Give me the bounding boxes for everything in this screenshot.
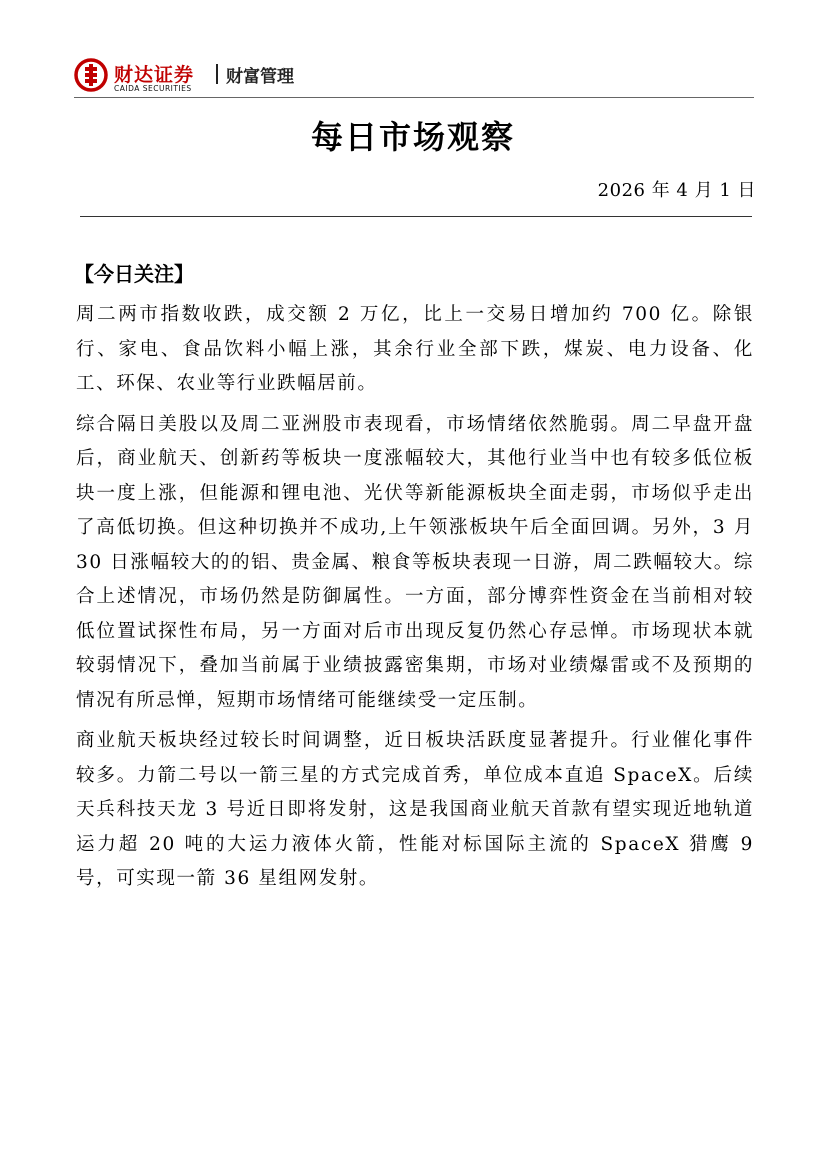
company-name: 财达证券 bbox=[114, 64, 195, 86]
report-date: 2026 年 4 月 1 日 bbox=[597, 180, 756, 201]
company-name-en: CAIDA SECURITIES bbox=[114, 84, 192, 93]
title-divider bbox=[80, 216, 752, 217]
paragraph-commercial-aerospace: 商业航天板块经过较长时间调整，近日板块活跃度显著提升。行业催化事件较多。力箭二号以一箭三星的方式完成首秀，单位成本直追 SpaceX。后续天兵科技天龙 3 号近日即将发射，这是我国商业航天首款有望实现近地轨道运力超 20 吨的大运力液体火箭，性能对标国际主流的 SpaceX 猎鹰 9 号，可实现一箭 36 星组网发射。 bbox=[76, 730, 754, 889]
report-header bbox=[74, 58, 754, 98]
page-title: 每日市场观察 bbox=[310, 118, 515, 156]
report-body bbox=[76, 298, 754, 903]
header-divider bbox=[74, 97, 754, 98]
header-separator bbox=[216, 64, 218, 84]
caida-logo-icon bbox=[74, 58, 108, 92]
paragraph-market-sentiment: 综合隔日美股以及周二亚洲股市表现看，市场情绪依然脆弱。周二早盘开盘后，商业航天、创新药等板块一度涨幅较大，其他行业当中也有较多低位板块一度上涨，但能源和锂电池、光伏等新能源板块全面走弱，市场似乎走出了高低切换。但这种切换并不成功,上午领涨板块午后全面回调。另外，3 月 30 日涨幅较大的的铝、贵金属、粮食等板块表现一日游，周二跌幅较大。综合上述情况，市场仍然是防御属性。一方面，部分博弈性资金在当前相对较低位置试探性布局，另一方面对后市出现反复仍然心存忌惮。市场现状本就较弱情况下，叠加当前属于业绩披露密集期，市场对业绩爆雷或不及预期的情况有所忌惮，短期市场情绪可能继续受一定压制。 bbox=[76, 413, 754, 711]
division-name: 财富管理 bbox=[226, 67, 294, 87]
section-heading: 【今日关注】 bbox=[74, 262, 194, 286]
paragraph-market-summary: 周二两市指数收跌，成交额 2 万亿，比上一交易日增加约 700 亿。除银行、家电、食品饮料小幅上涨，其余行业全部下跌，煤炭、电力设备、化工、环保、农业等行业跌幅居前。 bbox=[76, 304, 754, 394]
